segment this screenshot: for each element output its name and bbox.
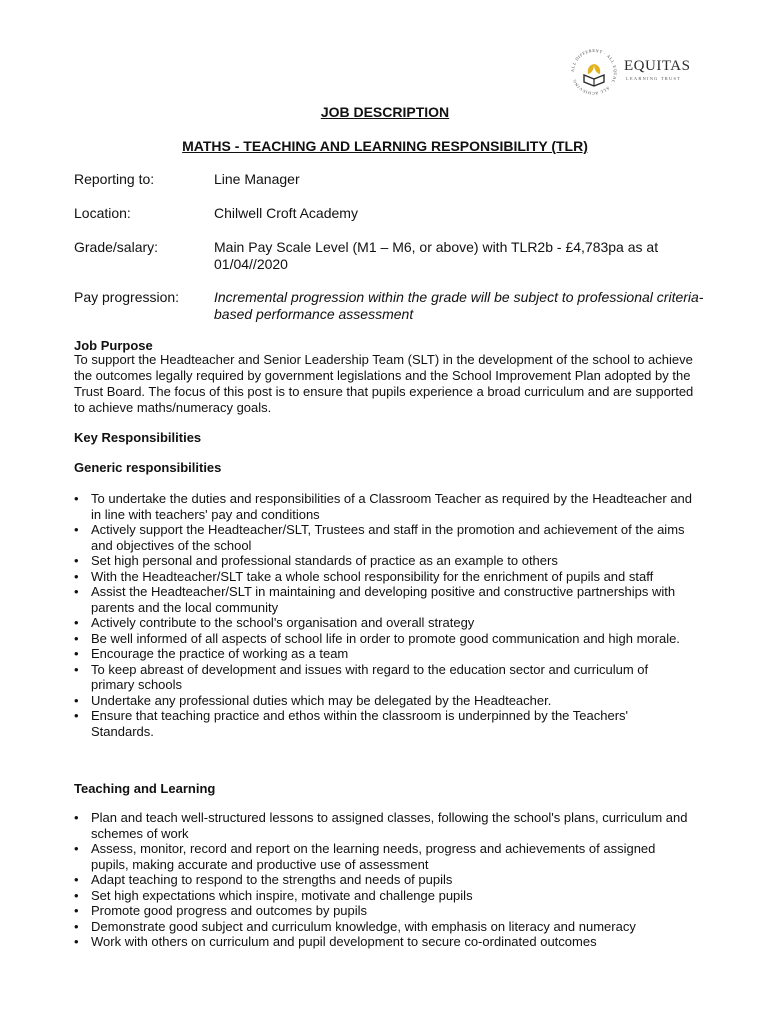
pay-progression-label: Pay progression: <box>74 289 180 305</box>
teaching-learning-heading: Teaching and Learning <box>74 781 216 796</box>
list-item: • Demonstrate good subject and curriculum knowledge, with emphasis on literacy and numeracy <box>74 919 694 935</box>
location-value: Chilwell Croft Academy <box>214 205 358 221</box>
list-item: • Set high expectations which inspire, motivate and challenge pupils <box>74 888 694 904</box>
list-item: • Set high personal and professional standards of practice as an example to others <box>74 553 694 569</box>
list-item: • Undertake any professional duties which may be delegated by the Headteacher. <box>74 693 694 709</box>
logo-subtitle: LEARNING TRUST <box>626 76 682 81</box>
reporting-to-label: Reporting to: <box>74 171 155 187</box>
list-item: • Plan and teach well-structured lessons to assigned classes, following the school's plans, curriculum and schemes of work <box>74 810 694 841</box>
generic-responsibilities-list <box>74 491 694 739</box>
list-item: • Assist the Headteacher/SLT in maintaining and developing positive and constructive partnerships with parents and the local community <box>74 584 694 615</box>
equitas-seal-icon <box>566 44 622 100</box>
reporting-to-value: Line Manager <box>214 171 300 187</box>
list-item: • Actively contribute to the school's organisation and overall strategy <box>74 615 694 631</box>
job-purpose-heading: Job Purpose <box>74 338 153 353</box>
svg-text:ALL DIFFERENT · ALL EQUAL · AL <box>570 48 618 96</box>
seal-text: ALL DIFFERENT · ALL EQUAL · ALL ACHIEVING <box>569 47 619 97</box>
document-title: JOB DESCRIPTION <box>320 104 450 120</box>
list-item: • To undertake the duties and responsibilities of a Classroom Teacher as required by the Headteacher and in line with teachers' pay and conditions <box>74 491 694 522</box>
teaching-learning-list <box>74 810 694 950</box>
list-item: • To keep abreast of development and issues with regard to the education sector and curriculum of primary schools <box>74 662 694 693</box>
list-item: • Ensure that teaching practice and ethos within the classroom is underpinned by the Teachers' Standards. <box>74 708 694 739</box>
grade-salary-label: Grade/salary: <box>74 239 159 255</box>
list-item: • Promote good progress and outcomes by pupils <box>74 903 694 919</box>
document-subtitle: MATHS - TEACHING AND LEARNING RESPONSIBILITY (TLR) <box>182 138 588 154</box>
generic-responsibilities-heading: Generic responsibilities <box>74 460 222 475</box>
list-item: • Actively support the Headteacher/SLT, Trustees and staff in the promotion and achievement of the aims and objectives of the school <box>74 522 694 553</box>
list-item: • With the Headteacher/SLT take a whole school responsibility for the enrichment of pupils and staff <box>74 569 694 585</box>
grade-salary-value: Main Pay Scale Level (M1 – M6, or above) with TLR2b - £4,783pa as at 01/04//2020 <box>214 239 659 272</box>
list-item: • Work with others on curriculum and pupil development to secure co-ordinated outcomes <box>74 934 694 950</box>
job-purpose-text: To support the Headteacher and Senior Leadership Team (SLT) in the development of the school to achieve the outcomes legally required by government legislations and the School Improvement Plan adopted by the Trust Board. The focus of this post is to ensure that pupils experience a broad curriculum and are supported to achieve maths/numeracy goals. <box>74 352 694 415</box>
list-item: • Be well informed of all aspects of school life in order to promote good communication and high morale. <box>74 631 694 647</box>
pay-progression-value: Incremental progression within the grade will be subject to professional criteria-based performance assessment <box>214 289 704 322</box>
logo-name: EQUITAS <box>624 58 691 74</box>
equitas-logo <box>566 44 696 104</box>
list-item: • Adapt teaching to respond to the strengths and needs of pupils <box>74 872 694 888</box>
list-item: • Assess, monitor, record and report on the learning needs, progress and achievements of assigned pupils, making accurate and productive use of assessment <box>74 841 694 872</box>
list-item: • Encourage the practice of working as a team <box>74 646 694 662</box>
location-label: Location: <box>74 205 131 221</box>
key-responsibilities-heading: Key Responsibilities <box>74 430 202 445</box>
